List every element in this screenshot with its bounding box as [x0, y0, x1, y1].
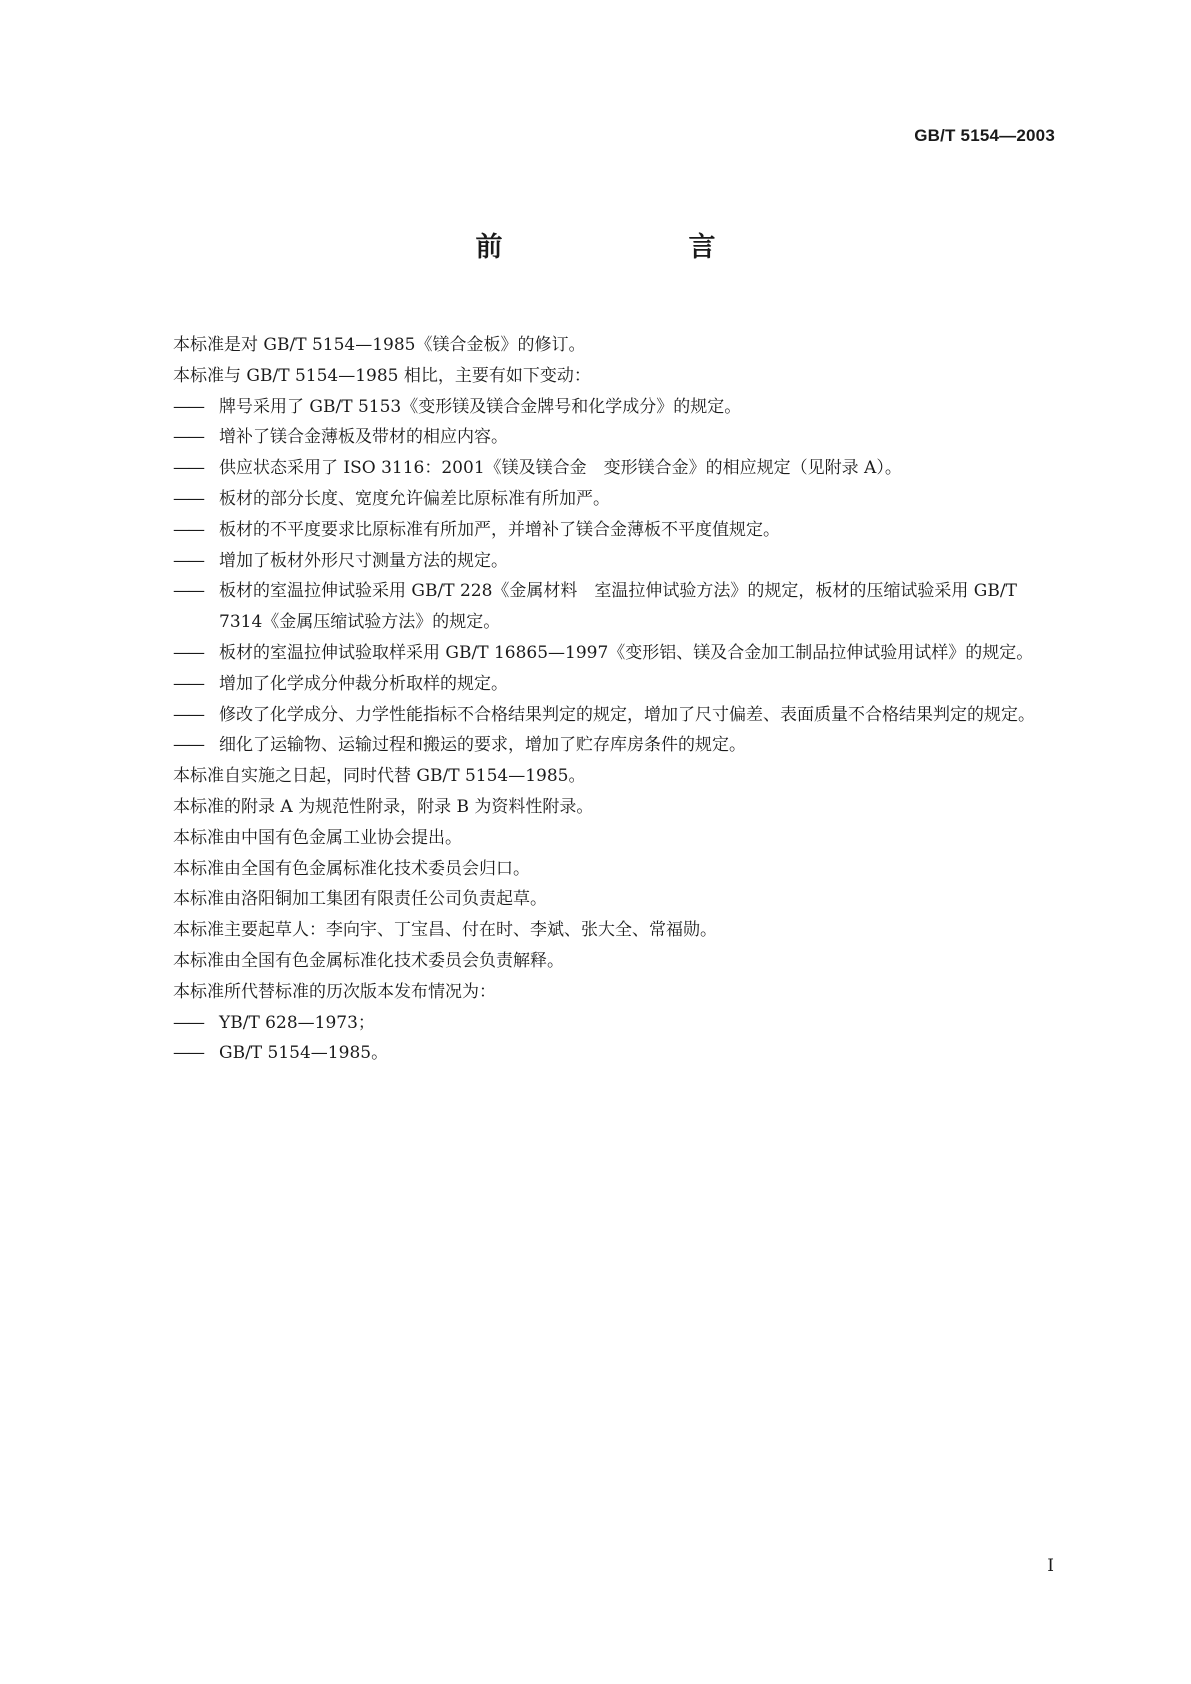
dash-marker: ——: [173, 704, 203, 725]
change-item: [173, 453, 1053, 484]
dash-marker: ——: [173, 1043, 203, 1064]
page-title: 前 言: [475, 232, 760, 263]
dash-marker: ——: [173, 458, 203, 479]
change-item-text: 牌号采用了 GB/T 5153《变形镁及镁合金牌号和化学成分》的规定。: [219, 396, 742, 417]
change-item: [173, 638, 1053, 669]
change-item-text: 板材的室温拉伸试验采用 GB/T 228《金属材料 室温拉伸试验方法》的规定，板材的压缩试验采用 GB/T 7314《金属压缩试验方法》的规定。: [219, 581, 1017, 633]
change-item: [173, 392, 1053, 423]
change-item-text: 增补了镁合金薄板及带材的相应内容。: [219, 427, 508, 448]
change-item: [173, 422, 1053, 453]
dash-marker: ——: [173, 488, 203, 509]
dash-marker: ——: [173, 519, 203, 540]
dash-marker: ——: [173, 550, 203, 571]
change-item-text: 增加了化学成分仲裁分析取样的规定。: [219, 673, 508, 694]
dash-marker: ——: [173, 673, 203, 694]
dash-marker: ——: [173, 427, 203, 448]
change-item-text: 细化了运输物、运输过程和搬运的要求，增加了贮存库房条件的规定。: [219, 735, 746, 756]
change-item: [173, 730, 1053, 761]
change-item-text: 板材的部分长度、宽度允许偏差比原标准有所加严。: [219, 488, 610, 509]
change-item: [173, 700, 1053, 731]
change-item: [173, 669, 1053, 700]
changes-intro-paragraph: 本标准与 GB/T 5154—1985 相比，主要有如下变动：: [173, 365, 591, 386]
statement-paragraph: 本标准由中国有色金属工业协会提出。: [173, 827, 462, 848]
change-item-text: 板材的不平度要求比原标准有所加严，并增补了镁合金薄板不平度值规定。: [219, 519, 780, 540]
statement-paragraph: 本标准由全国有色金属标准化技术委员会归口。: [173, 858, 530, 879]
dash-marker: ——: [173, 396, 203, 417]
previous-version-item: [173, 1008, 1053, 1039]
statement-paragraph: 本标准自实施之日起，同时代替 GB/T 5154—1985。: [173, 766, 586, 787]
change-item-text: 供应状态采用了 ISO 3116：2001《镁及镁合金 变形镁合金》的相应规定（见附录 A）。: [219, 458, 902, 479]
change-item-text: 修改了化学成分、力学性能指标不合格结果判定的规定，增加了尺寸偏差、表面质量不合格结果判定的规定。: [219, 704, 1035, 725]
change-item-text: 板材的室温拉伸试验取样采用 GB/T 16865—1997《变形铝、镁及合金加工制品拉伸试验用试样》的规定。: [219, 642, 1034, 663]
page-number: I: [1047, 1556, 1054, 1576]
change-item: [173, 515, 1053, 546]
statement-paragraph: 本标准由洛阳铜加工集团有限责任公司负责起草。: [173, 889, 547, 910]
previous-version-text: GB/T 5154—1985。: [219, 1043, 389, 1064]
dash-marker: ——: [173, 1012, 203, 1033]
dash-marker: ——: [173, 642, 203, 663]
change-item: [173, 546, 1053, 577]
change-item: [173, 576, 1053, 638]
dash-marker: ——: [173, 735, 203, 756]
statement-paragraph: 本标准的附录 A 为规范性附录，附录 B 为资料性附录。: [173, 796, 594, 817]
statement-paragraph: 本标准由全国有色金属标准化技术委员会负责解释。: [173, 950, 564, 971]
change-item: [173, 484, 1053, 515]
intro-paragraph: 本标准是对 GB/T 5154—1985《镁合金板》的修订。: [173, 335, 586, 355]
statement-paragraph: 本标准主要起草人：李向宇、丁宝昌、付在时、李斌、张大全、常福勋。: [173, 920, 717, 941]
standard-number: GB/T 5154—2003: [914, 126, 1055, 145]
previous-version-item: [173, 1038, 1053, 1069]
foreword-body: [173, 330, 1053, 1069]
dash-marker: ——: [173, 581, 203, 602]
statement-paragraph: 本标准所代替标准的历次版本发布情况为：: [173, 981, 496, 1002]
change-item-text: 增加了板材外形尺寸测量方法的规定。: [219, 550, 508, 571]
previous-version-text: YB/T 628—1973；: [219, 1012, 375, 1033]
